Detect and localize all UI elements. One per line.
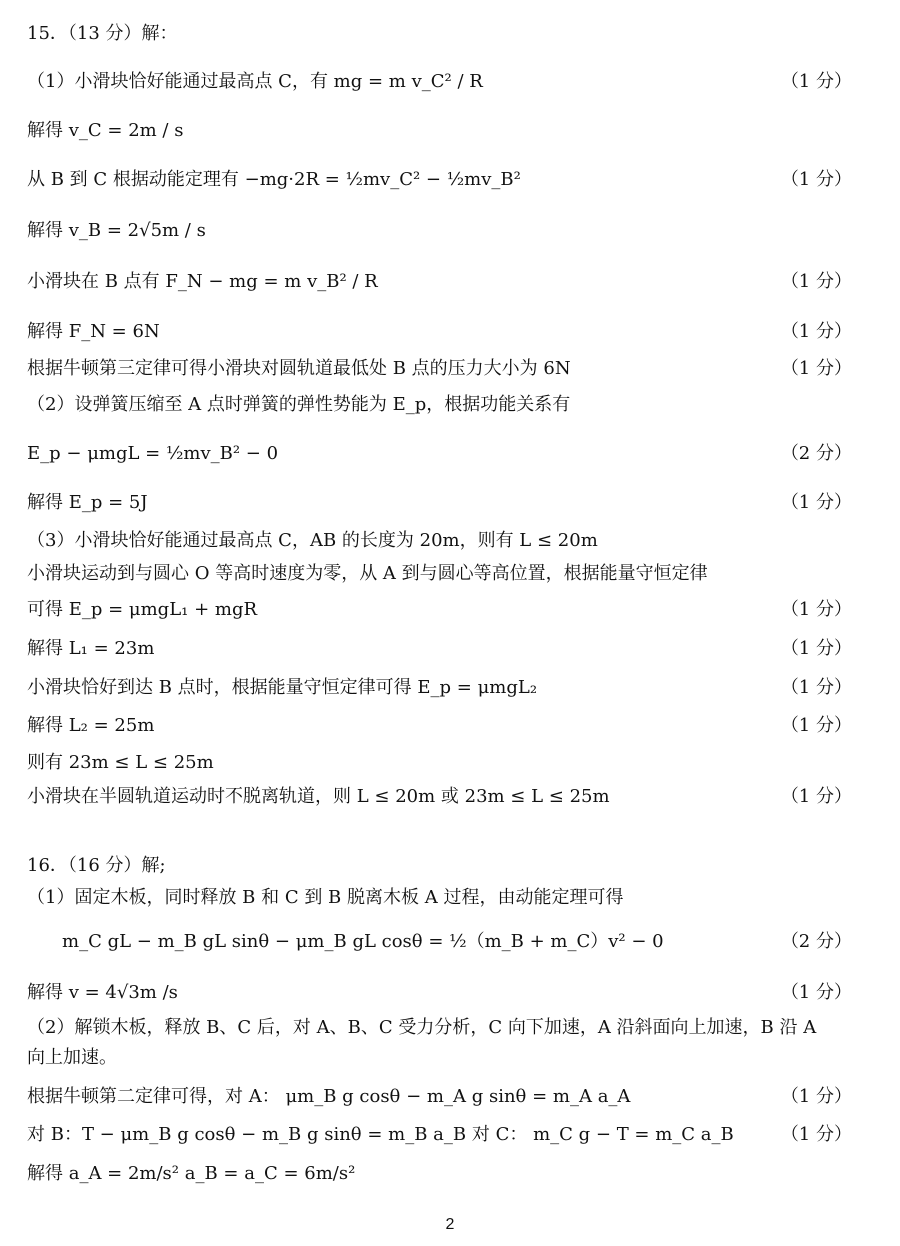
problem-16-heading: 16．（16 分）解;	[27, 855, 166, 876]
text-line: 解得 L₁ = 23m （1 分）	[27, 638, 852, 659]
text-line: （2）解锁木板，释放 B、C 后，对 A、B、C 受力分析，C 向下加速，A 沿斜面向上加速，B 沿 A	[27, 1017, 817, 1038]
text-line: 小滑块运动到与圆心 O 等高时速度为零，从 A 到与圆心等高位置，根据能量守恒定律	[27, 563, 708, 584]
text-line: 向上加速。	[27, 1047, 117, 1068]
page-number: 2	[445, 1216, 455, 1233]
text-line: 解得 L₂ = 25m （1 分）	[27, 715, 852, 736]
text-line: 根据牛顿第二定律可得，对 A： μm_B g cosθ − m_A g sinθ = m_A a_A （1 分）	[27, 1086, 852, 1107]
text-line: 小滑块恰好到达 B 点时，根据能量守恒定律可得 E_p = μmgL₂ （1 分）	[27, 677, 852, 698]
text-line: E_p − μmgL = ½mv_B² − 0 （2 分）	[27, 443, 852, 464]
text-line: （1）固定木板，同时释放 B 和 C 到 B 脱离木板 A 过程，由动能定理可得	[27, 887, 624, 908]
text-line: 可得 E_p = μmgL₁ + mgR （1 分）	[27, 599, 852, 620]
text-line: 小滑块在 B 点有 F_N − mg = m v_B² / R （1 分）	[27, 271, 852, 292]
text-line: 则有 23m ≤ L ≤ 25m	[27, 752, 214, 773]
text-line: 对 B：T − μm_B g cosθ − m_B g sinθ = m_B a_B 对 C： m_C g − T = m_C a_B （1 分）	[27, 1124, 852, 1145]
text-line: 小滑块在半圆轨道运动时不脱离轨道，则 L ≤ 20m 或 23m ≤ L ≤ 25m （1 分）	[27, 786, 852, 807]
text-line: 根据牛顿第三定律可得小滑块对圆轨道最低处 B 点的压力大小为 6N （1 分）	[27, 358, 852, 379]
text-line: 从 B 到 C 根据动能定理有 −mg·2R = ½mv_C² − ½mv_B² （1 分）	[27, 169, 852, 190]
problem-15-heading: 15．（13 分）解：	[27, 23, 178, 44]
text-line: 解得 v_C = 2m / s	[27, 120, 184, 141]
text-line: 解得 E_p = 5J （1 分）	[27, 492, 852, 513]
text-line: 解得 a_A = 2m/s² a_B = a_C = 6m/s²	[27, 1163, 356, 1184]
text-line: m_C gL − m_B gL sinθ − μm_B gL cosθ = ½（m_B + m_C）v² − 0 （2 分）	[62, 931, 852, 952]
text-line: 解得 v_B = 2√5m / s	[27, 220, 206, 241]
text-line: 解得 v = 4√3m /s （1 分）	[27, 982, 852, 1003]
text-line: （3）小滑块恰好能通过最高点 C，AB 的长度为 20m，则有 L ≤ 20m	[27, 530, 598, 551]
text-line: （2）设弹簧压缩至 A 点时弹簧的弹性势能为 E_p，根据功能关系有	[27, 394, 571, 415]
text-line: 解得 F_N = 6N （1 分）	[27, 321, 852, 342]
text-line: （1）小滑块恰好能通过最高点 C，有 mg = m v_C² / R （1 分）	[27, 71, 852, 92]
